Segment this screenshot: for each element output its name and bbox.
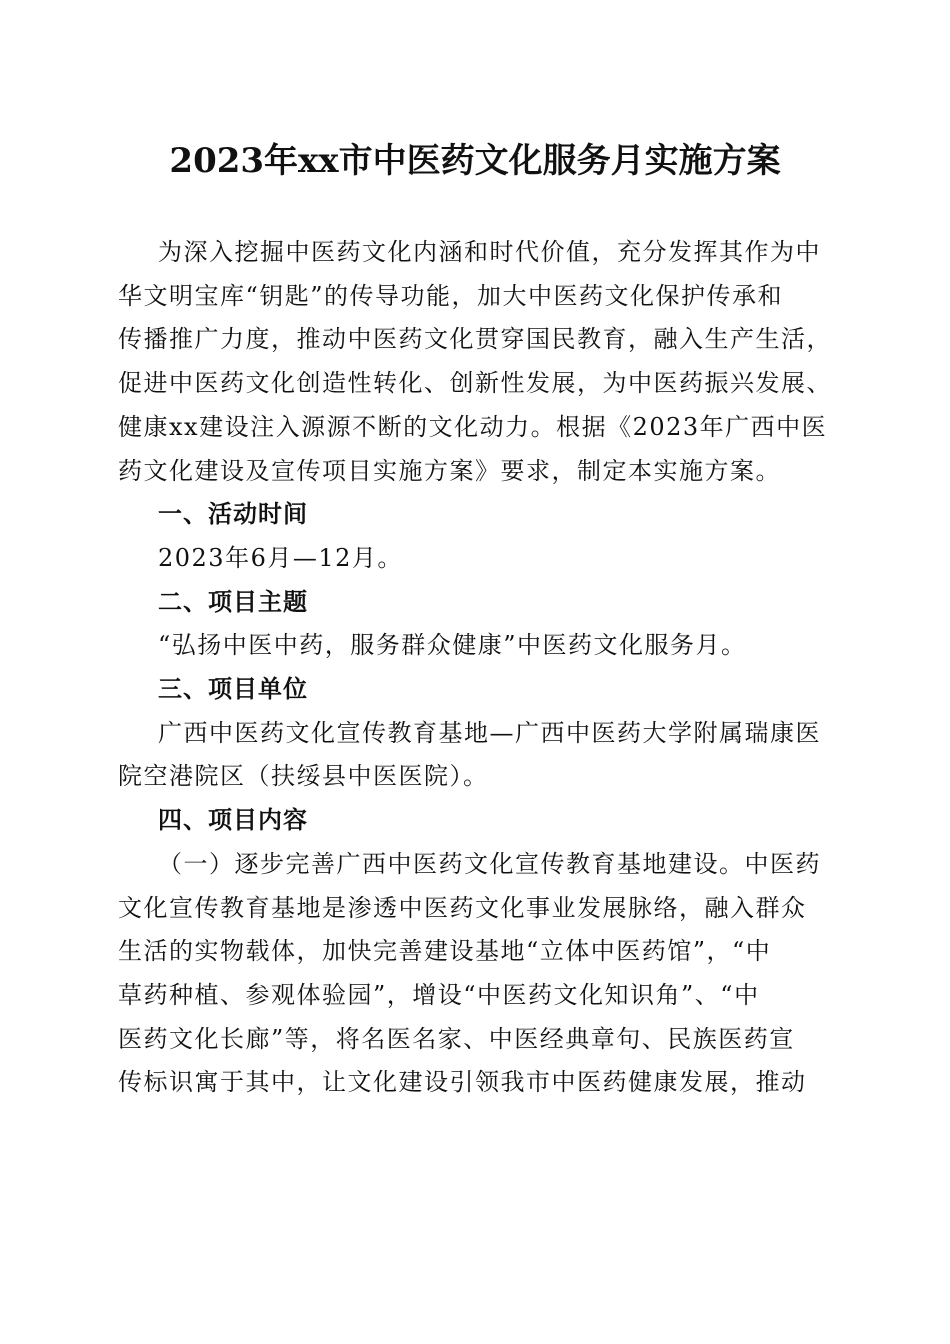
content-line: （一）逐步完善广西中医药文化宣传教育基地建设。中医药: [158, 849, 821, 878]
section-heading-project-unit: 三、项目单位: [158, 675, 308, 704]
unit-line: 院空港院区（扶绥县中医医院）。: [118, 762, 489, 791]
section-text-project-content: [118, 843, 840, 1105]
section-text-project-theme: “弘扬中医中药，服务群众健康”中医药文化服务月。: [158, 631, 747, 660]
intro-line: 传播推广力度，推动中医药文化贯穿国民教育，融入生产生活，: [118, 325, 832, 354]
intro-line: 健康xx建设注入源源不断的文化动力。根据《2023年广西中医: [118, 412, 828, 441]
document-body: [118, 231, 840, 1105]
section-heading-project-content: 四、项目内容: [158, 806, 308, 835]
section-text-project-unit: [118, 712, 840, 799]
document-title: 2023年xx市中医药文化服务月实施方案: [169, 141, 781, 181]
section-heading-activity-time: 一、活动时间: [158, 500, 308, 529]
content-line: 草药种植、参观体验园”，增设“中医药文化知识角”、“中: [118, 980, 760, 1009]
intro-line: 为深入挖掘中医药文化内涵和时代价值，充分发挥其作为中: [158, 238, 821, 266]
intro-line: 促进中医药文化创造性转化、创新性发展，为中医药振兴发展、: [118, 369, 832, 398]
intro-line: 药文化建设及宣传项目实施方案》要求，制定本实施方案。: [118, 456, 781, 485]
content-line: 生活的实物载体，加快完善建设基地“立体中医药馆”，“中: [118, 937, 772, 966]
content-line: 医药文化长廊”等，将名医名家、中医经典章句、民族医药宣: [118, 1024, 795, 1053]
unit-line: 广西中医药文化宣传教育基地—广西中医药大学附属瑞康医: [158, 718, 821, 747]
intro-paragraph: [118, 231, 840, 493]
content-line: 传标识寓于其中，让文化建设引领我市中医药健康发展，推动: [118, 1068, 807, 1097]
section-text-activity-time: 2023年6月—12月。: [158, 543, 403, 572]
content-line: 文化宣传教育基地是渗透中医药文化事业发展脉络，融入群众: [118, 893, 807, 922]
intro-line: 华文明宝库“钥匙”的传导功能，加大中医药文化保护传承和: [118, 281, 784, 310]
section-heading-project-theme: 二、项目主题: [158, 587, 308, 616]
